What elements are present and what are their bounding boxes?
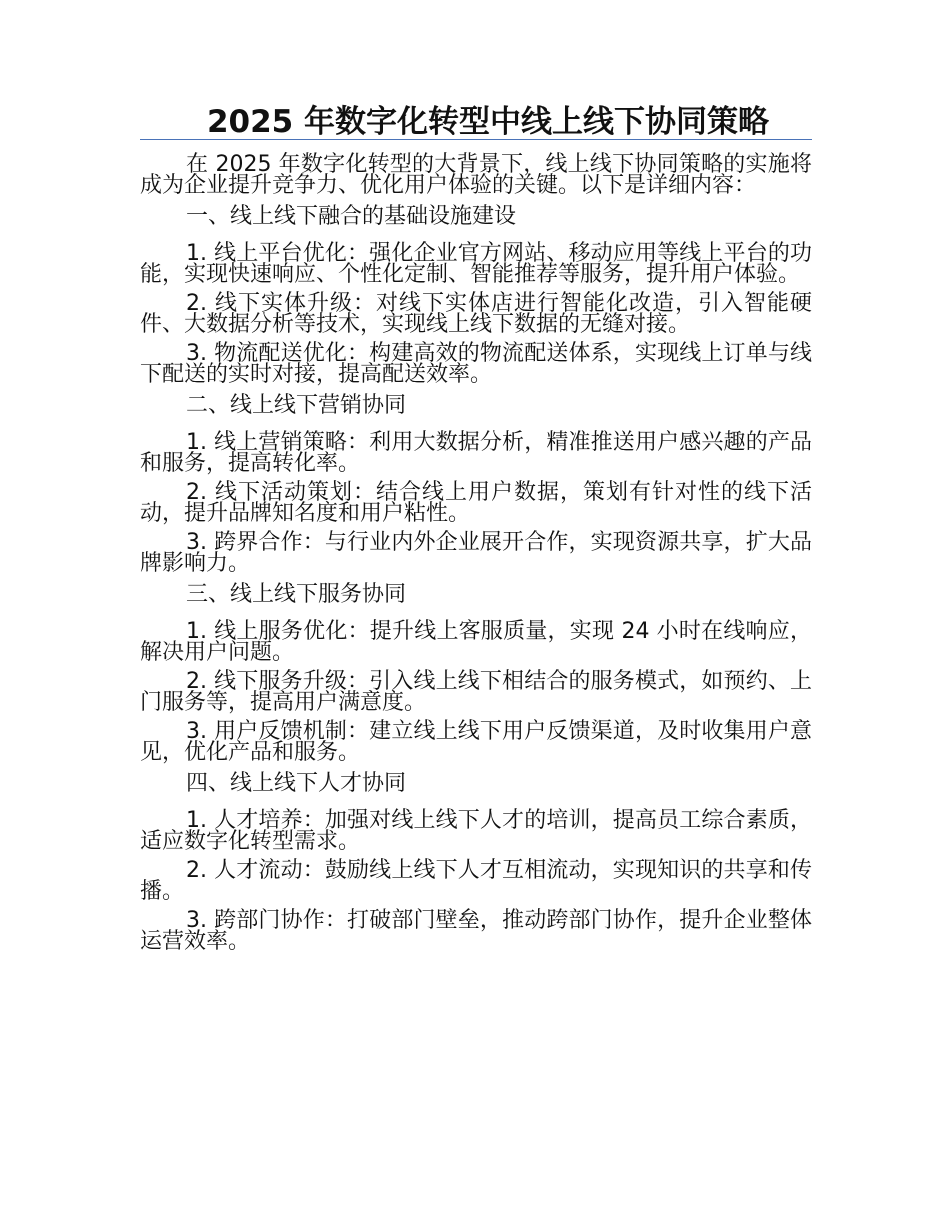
section-2-item-2: 2. 线下活动策划：结合线上用户数据，策划有针对性的线下活动，提升品牌知名度和用户粘性。: [140, 480, 812, 526]
intro-paragraph: 在 2025 年数字化转型的大背景下，线上线下协同策略的实施将成为企业提升竞争力、优化用户体验的关键。以下是详细内容：: [140, 152, 812, 198]
section-1-item-2: 2. 线下实体升级：对线下实体店进行智能化改造，引入智能硬件、大数据分析等技术，实现线上线下数据的无缝对接。: [140, 291, 812, 337]
section-2-item-3: 3. 跨界合作：与行业内外企业展开合作，实现资源共享，扩大品牌影响力。: [140, 530, 812, 576]
section-1-item-3: 3. 物流配送优化：构建高效的物流配送体系，实现线上订单与线下配送的实时对接，提高配送效率。: [140, 341, 812, 387]
document-page: [140, 100, 812, 960]
section-heading-2: 二、线上线下营销协同: [186, 393, 407, 418]
section-2-item-1: 1. 线上营销策略：利用大数据分析，精准推送用户感兴趣的产品和服务，提高转化率。: [140, 430, 812, 476]
section-3-item-2: 2. 线下服务升级：引入线上线下相结合的服务模式，如预约、上门服务等，提高用户满意度。: [140, 669, 812, 715]
section-3-item-3: 3. 用户反馈机制：建立线上线下用户反馈渠道，及时收集用户意见，优化产品和服务。: [140, 719, 812, 765]
section-4-item-2: 2. 人才流动：鼓励线上线下人才互相流动，实现知识的共享和传播。: [140, 858, 812, 904]
document-title: 2025 年数字化转型中线上线下协同策略: [206, 104, 770, 140]
section-4-item-1: 1. 人才培养：加强对线上线下人才的培训，提高员工综合素质，适应数字化转型需求。: [140, 808, 812, 854]
section-3-item-1: 1. 线上服务优化：提升线上客服质量，实现 24 小时在线响应，解决用户问题。: [140, 619, 812, 665]
section-4-item-3: 3. 跨部门协作：打破部门壁垒，推动跨部门协作，提升企业整体运营效率。: [140, 908, 812, 954]
section-1-item-1: 1. 线上平台优化：强化企业官方网站、移动应用等线上平台的功能，实现快速响应、个性化定制、智能推荐等服务，提升用户体验。: [140, 241, 812, 287]
section-heading-4: 四、线上线下人才协同: [186, 771, 407, 796]
section-heading-1: 一、线上线下融合的基础设施建设: [186, 204, 517, 229]
section-heading-3: 三、线上线下服务协同: [186, 582, 407, 607]
